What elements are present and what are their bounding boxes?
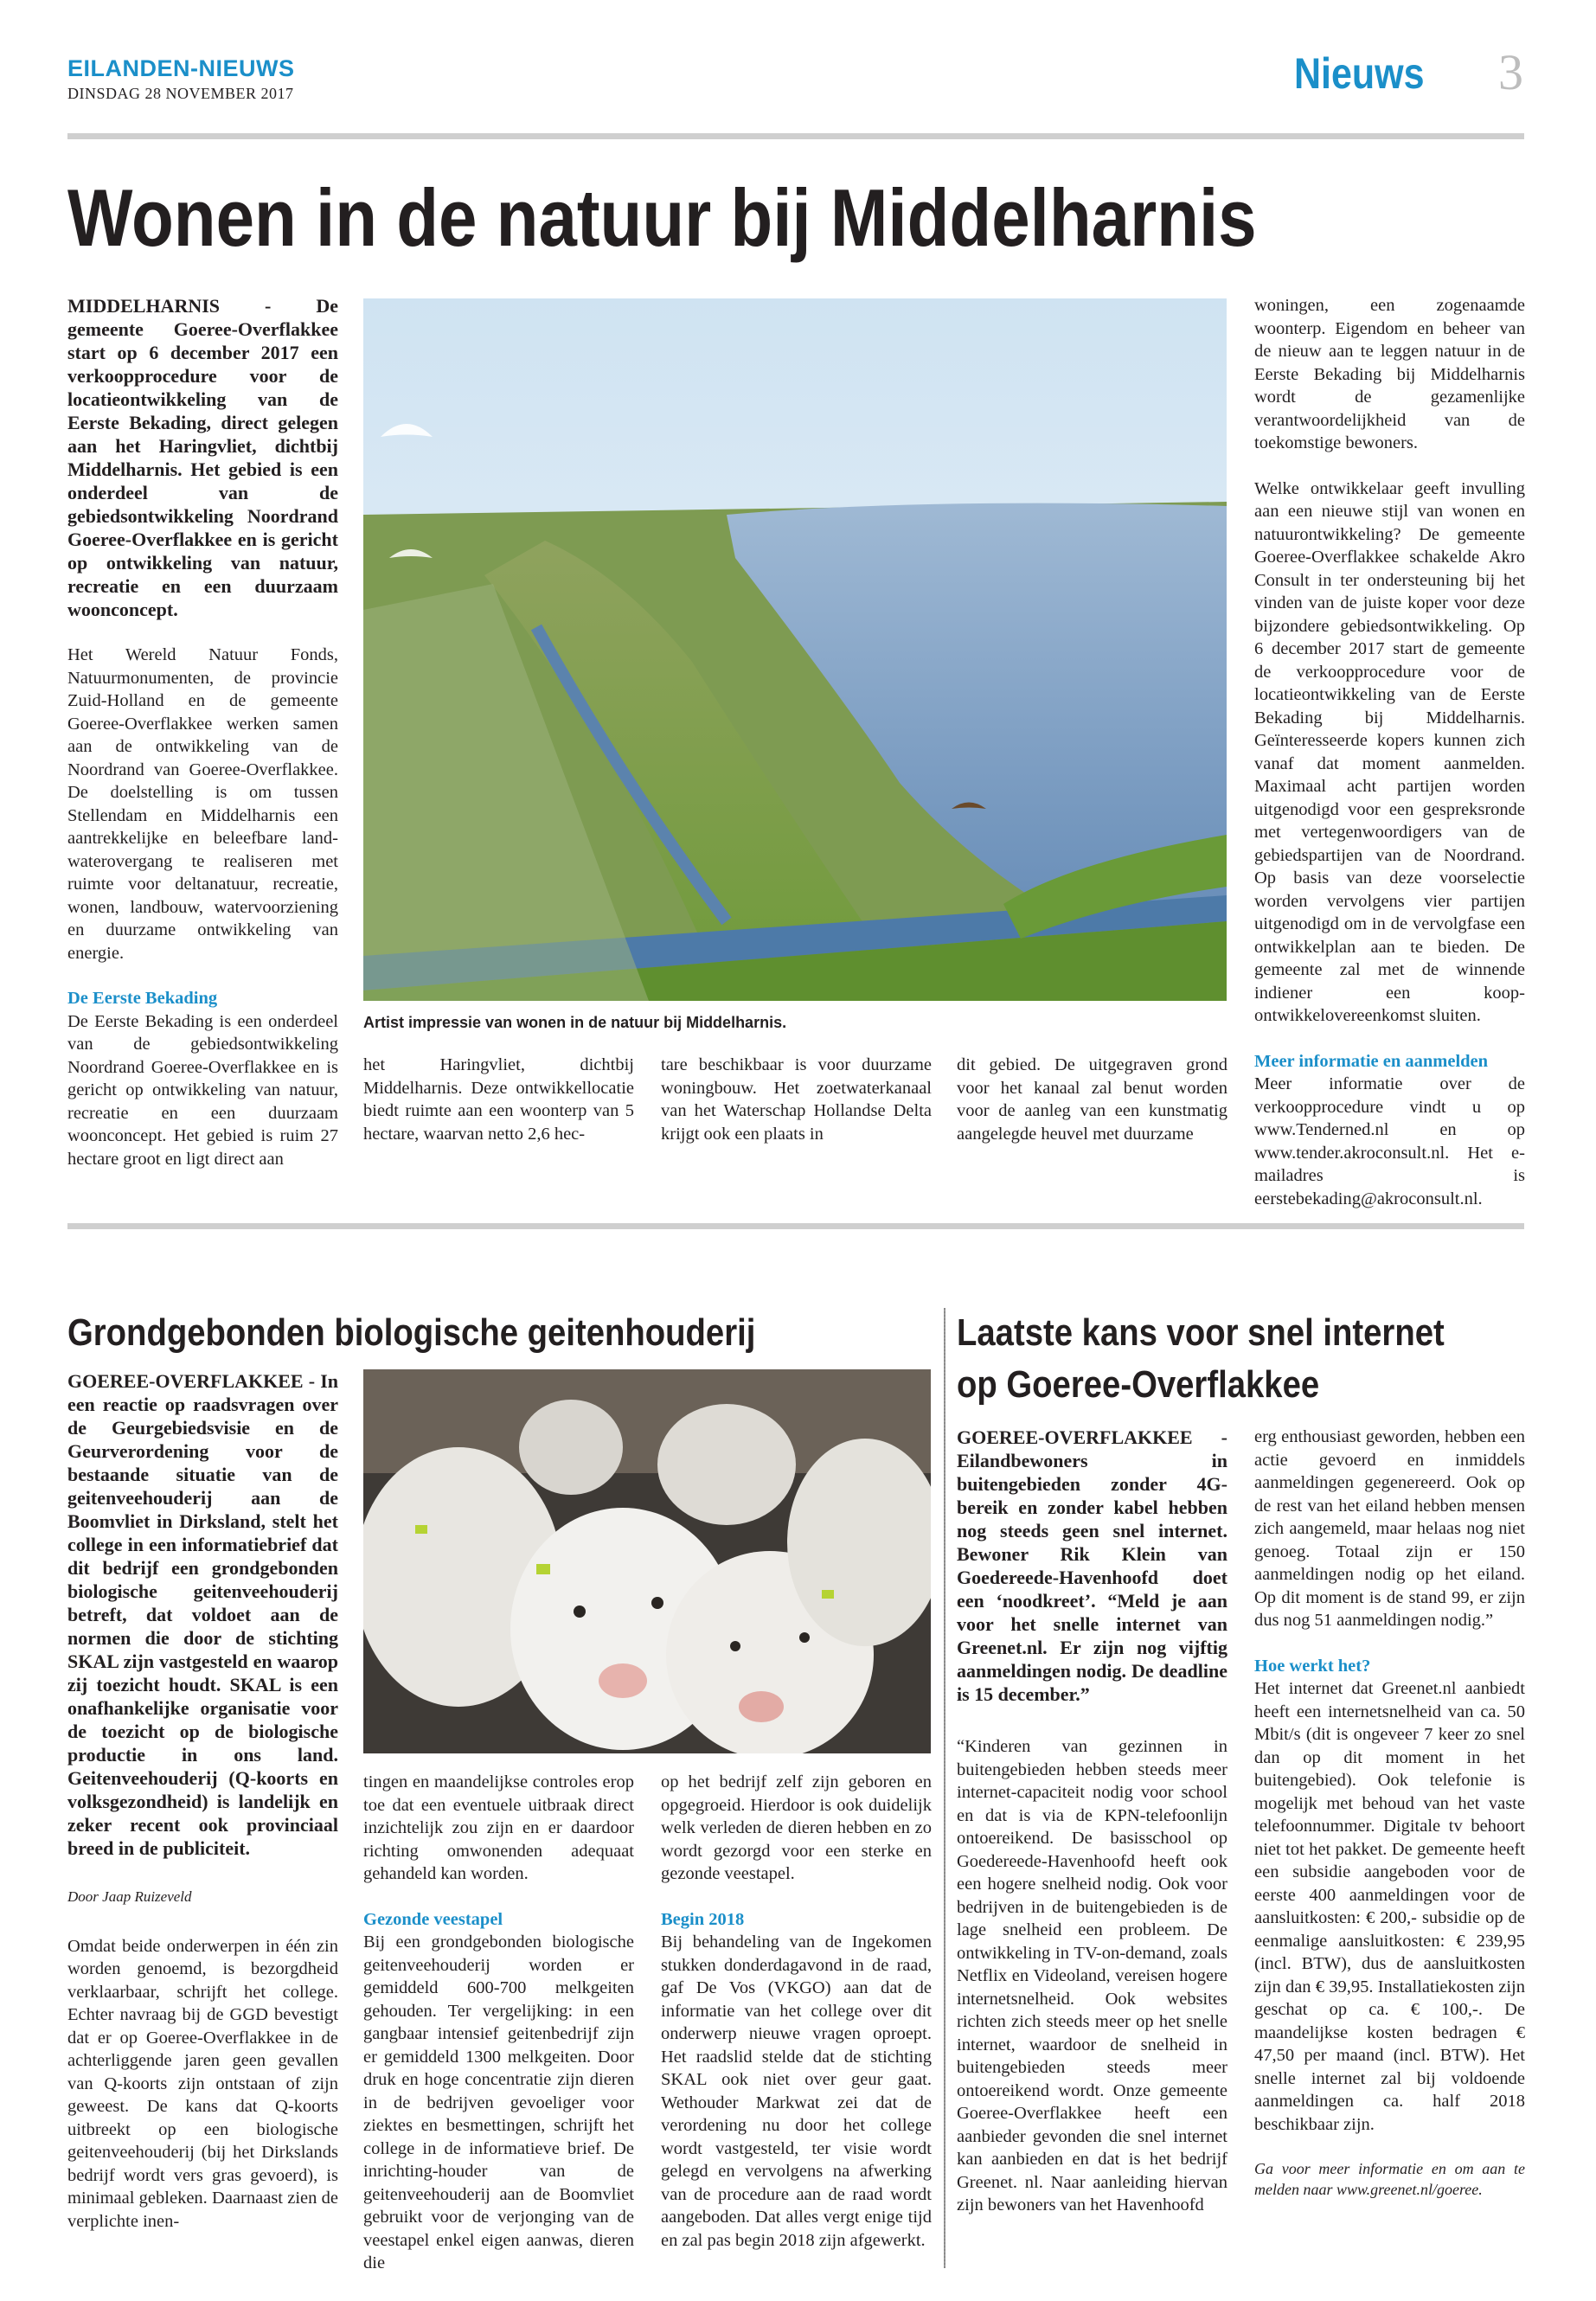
- article2-column-2: [363, 1771, 634, 2275]
- article3-footnote: Ga voor meer informatie en om aan te melden naar www.greenet.nl/goeree.: [1254, 2160, 1525, 2198]
- article2-headline: Grondgebonden biologische geitenhouderij: [67, 1311, 756, 1354]
- article2-column-3: [661, 1771, 932, 2252]
- masthead-logo: EILANDEN-NIEUWS: [67, 55, 295, 81]
- issue-date: DINSDAG 28 NOVEMBER 2017: [67, 85, 294, 102]
- page-number: 3: [1498, 44, 1523, 100]
- article1-paragraph: Welke ontwikkelaar geeft invulling aan een nieuwe stijl van wonen en natuurontwikkeling? De gemeente Goeree-Overflakkee schakelde Akro Consult in ter ondersteuning bij het vinden van de juiste koper voor deze bijzondere gebiedsontwikkeling. Op 6 december 2017 start de gemeente de verkoopprocedure voor de locatieontwikkeling van de Eerste Bekading bij Middelharnis. Geïnteresseerde kopers kunnen zich vanaf dat moment aanmelden. Maximaal acht partijen worden uitgenodigd voor een gespreksronde met vertegenwoordigers van de gebiedspartijen van de Noordrand. Op basis van deze voorselectie worden vervolgens vier partijen uitgenodigd om in de vervolgfase een ontwikkelplan aan te bieden. De gemeente zal met de winnende indiener een koop-ontwikkelovereenkomst sluiten.: [1254, 478, 1525, 1025]
- article2-subheading: Gezonde veestapel: [363, 1909, 503, 1929]
- article1-paragraph: woningen, een zogenaamde woonterp. Eigendom en beheer van de nieuw aan te leggen natuur in de Eerste Bekading bij Middelharnis wordt de gezamenlijke verantwoordelijkheid van de toekomstige bewoners.: [1254, 296, 1525, 452]
- top-rule: [67, 133, 1524, 139]
- article1-subheading: Meer informatie en aanmelden: [1254, 1051, 1489, 1071]
- article1-subheading: De Eerste Bekading: [67, 989, 218, 1008]
- article3-headline-line-2: op Goeree-Overflakkee: [957, 1363, 1320, 1406]
- article3-column-1: [957, 1426, 1227, 2217]
- article1-photo: [363, 298, 1227, 1001]
- article1-paragraph: Meer informatie over de verkoopprocedure vindt u op www.Tenderned.nl en op www.tender.akroconsult.nl. Het e-mailadres is eerstebekading@akroconsult.nl.: [1254, 1074, 1525, 1208]
- article1-column-2: [363, 1054, 634, 1145]
- article2-column-1: [67, 1369, 338, 2233]
- article1-paragraph: tare beschikbaar is voor duurzame woningbouw. Het zoetwaterkanaal van het Waterschap Hollandse Delta krijgt ook een plaats in: [661, 1055, 932, 1144]
- article1-paragraph: het Haringvliet, dichtbij Middelharnis. Deze ontwikkellocatie biedt ruimte aan een woonterp van 5 hectare, waarvan netto 2,6 hec-: [363, 1055, 634, 1144]
- article1-column-1: [67, 294, 338, 1170]
- section-title: Nieuws: [1294, 49, 1425, 98]
- article2-paragraph: Omdat beide onderwerpen in één zin worden genoemd, is bezorgdheid verklaarbaar, schrijft het college. Echter navraag bij de GGD bevestigt dat er op Goeree-Overflakkee in de achterliggende jaren geen gevallen van Q-koorts zijn ontstaan of zijn geweest. De kans dat Q-koorts uitbreekt op een biologische geitenveehouderij (bij het Dirkslands bedrijf wordt vers gras gevoerd), is minimaal gebleken. Daarnaast zien de verplichte inen-: [67, 1936, 338, 2231]
- article2-byline: Door Jaap Ruizeveld: [67, 1888, 192, 1905]
- article3-paragraph: Het internet dat Greenet.nl aanbiedt heeft een internetsnelheid van ca. 50 Mbit/s (dit is ongeveer 7 keer zo snel dan op dit moment in het buitengebied). Ook telefonie is mogelijk met behoud van het vaste telefoonnummer. Digitale tv behoort niet tot het pakket. De gemeente heeft een subsidie aangeboden voor de eerste 400 aanmeldingen voor de aansluitkosten: € 200,- subsidie op de eenmalige aansluitkosten: € 239,95 (incl. BTW), dus de aansluitkosten zijn dan € 39,95. Installatiekosten zijn geschat op ca. € 100,-. De maandelijkse kosten bedragen € 47,50 per maand (incl. BTW). Het snelle internet zal bij voldoende aanmeldingen ca. half 2018 beschikbaar zijn.: [1254, 1679, 1525, 2134]
- article2-paragraph: Bij behandeling van de Ingekomen stukken donderdagavond in de raad, gaf De Vos (VKGO) aan dat de informatie van het college over dit onderwerp nieuwe vragen oproept. Het raadslid stelde dat de stichting SKAL ook niet over geur gaat. Wethouder Markwat zei dat de verordening nu door het college wordt vastgesteld, ter visie wordt gelegd en vervolgens na afwerking van de procedure aan de raad wordt aangeboden. Dat alles vergt enige tijd en zal pas begin 2018 zijn afgewerkt.: [661, 1932, 932, 2250]
- article1-paragraph: dit gebied. De uitgegraven grond voor het kanaal zal benut worden voor de aanleg van een kunstmatig aangelegde heuvel met duurzame: [957, 1055, 1227, 1144]
- article2-paragraph: tingen en maandelijkse controles erop toe dat een eventuele uitbraak direct inzichtelijk zou zijn en er daardoor richting omwonenden adequaat gehandeld kan worden.: [363, 1772, 634, 1883]
- column-separator: [944, 1308, 945, 2268]
- article1-lead: MIDDELHARNIS - De gemeente Goeree-Overflakkee start op 6 december 2017 een verkoopprocedure voor de locatieontwikkeling van de Eerste Bekading, direct gelegen aan het Haringvliet, dichtbij Middelharnis. Het gebied is een onderdeel van de gebiedsontwikkeling Noordrand Goeree-Overflakkee en is gericht op ontwikkeling van natuur, recreatie en een duurzaam woonconcept.: [67, 295, 338, 620]
- article1-paragraph: De Eerste Bekading is een onderdeel van de gebiedsontwikkeling Noordrand Goeree-Overflakkee en is gericht op ontwikkeling van natuur, recreatie en een duurzaam woonconcept. Het gebied is ruim 27 hectare groot en ligt direct aan: [67, 1011, 338, 1169]
- article2-lead: GOEREE-OVERFLAKKEE - In een reactie op raadsvragen over de Geurgebiedsvisie en de Geurverordening voor de bestaande situatie van de geitenveehouderij aan de Boomvliet in Dirksland, stelt het college in een informatiebrief dat dit bedrijf een grondgebonden biologische geitenveehouderij betreft, dat voldoet aan de normen die door de stichting SKAL zijn vastgesteld en waarop zij toezicht houdt. SKAL is een onafhankelijke organisatie voor de toezicht op de biologische productie in ons land. Geitenveehouderij (Q-koorts en volksgezondheid) is landelijk en zeker recent ook provinciaal breed in de publiciteit.: [67, 1370, 338, 1859]
- article3-paragraph: erg enthousiast geworden, hebben een actie gevoerd en inmiddels aanmeldingen gegenereerd. Ook op de rest van het eiland hebben mensen zich aangemeld, maar helaas nog niet genoeg. Totaal zijn er 150 aanmeldingen nodig op het eiland. Op dit moment is de stand 99, er zijn dus nog 51 aanmeldingen nodig.”: [1254, 1427, 1525, 1630]
- article3-lead: GOEREE-OVERFLAKKEE - Eilandbewoners in buitengebieden zonder 4G-bereik en zonder kabel hebben nog steeds geen snel internet. Bewoner Rik Klein van Goedereede-Havenhoofd doet een ‘noodkreet’. “Meld je aan voor het snelle internet van Greenet.nl. Er zijn nog vijftig aanmeldingen nodig. De deadline is 15 december.”: [957, 1426, 1227, 1705]
- article1-column-4: [957, 1054, 1227, 1145]
- article1-column-3: [661, 1054, 932, 1145]
- article2-paragraph: Bij een grondgebonden biologische geitenveehouderij worden er gemiddeld 600-700 melkgeiten gehouden. Ter vergelijking: in een gangbaar intensief geitenbedrijf zijn er gemiddeld 1300 melkgeiten. Door druk en hoge concentratie zijn dieren in de bedrijven gevoeliger voor ziektes en besmettingen, schrijft het college in de informatieve brief. De inrichting-houder van de geitenveehouderij aan de Boomvliet gebruikt voor de verjonging van de veestapel enkel eigen aanwas, dieren die: [363, 1932, 634, 2272]
- article2-photo: [363, 1369, 931, 1753]
- article3-subheading: Hoe werkt het?: [1254, 1656, 1371, 1676]
- article3-paragraph: “Kinderen van gezinnen in buitengebieden hebben steeds meer internet-capaciteit nodig voor school en dat is via de KPN-telefoonlijn ontoereikend. De basisschool op Goedereede-Havenhoofd heeft ook een hogere snelheid nodig. Ook voor bedrijven in de buitengebieden is de lage snelheid een probleem. De ontwikkeling in TV-on-demand, zoals Netflix en Videoland, vereisen hogere internetsnelheid. Ook websites richten zich steeds meer op het snelle internet, waardoor de snelheid in buitengebieden steeds meer ontoereikend wordt. Onze gemeente Goeree-Overflakkee heeft een aanbieder gevonden die snel internet kan aanbieden en dat is het bedrijf Greenet. nl. Naar aanleiding hiervan zijn bewoners van het Havenhoofd: [957, 1737, 1227, 2214]
- article2-paragraph: op het bedrijf zelf zijn geboren en opgegroeid. Hierdoor is ook duidelijk welk verleden de dieren hebben en zo wordt gezorgd voor een sterke en gezonde veestapel.: [661, 1772, 932, 1883]
- article3-headline-line-1: Laatste kans voor snel internet: [957, 1311, 1445, 1354]
- article1-paragraph: Het Wereld Natuur Fonds, Natuurmonumenten, de provincie Zuid-Holland en de gemeente Goeree-Overflakkee werken samen aan de ontwikkeling van de Noordrand van Goeree-Overflakkee. De doelstelling is om tussen Stellendam en Middelharnis een aantrekkelijke en beleefbare land-waterovergang te realiseren met ruimte voor deltanatuur, recreatie, wonen, landbouw, watervoorziening en duurzame ontwikkeling van energie.: [67, 645, 338, 963]
- article2-subheading: Begin 2018: [661, 1909, 745, 1929]
- article3-column-2: [1254, 1426, 1525, 2200]
- article1-column-5: [1254, 294, 1525, 1210]
- section-divider: [67, 1223, 1524, 1229]
- article1-photo-caption: Artist impressie van wonen in de natuur bij Middelharnis.: [363, 1014, 787, 1031]
- article1-headline: Wonen in de natuur bij Middelharnis: [67, 172, 1257, 263]
